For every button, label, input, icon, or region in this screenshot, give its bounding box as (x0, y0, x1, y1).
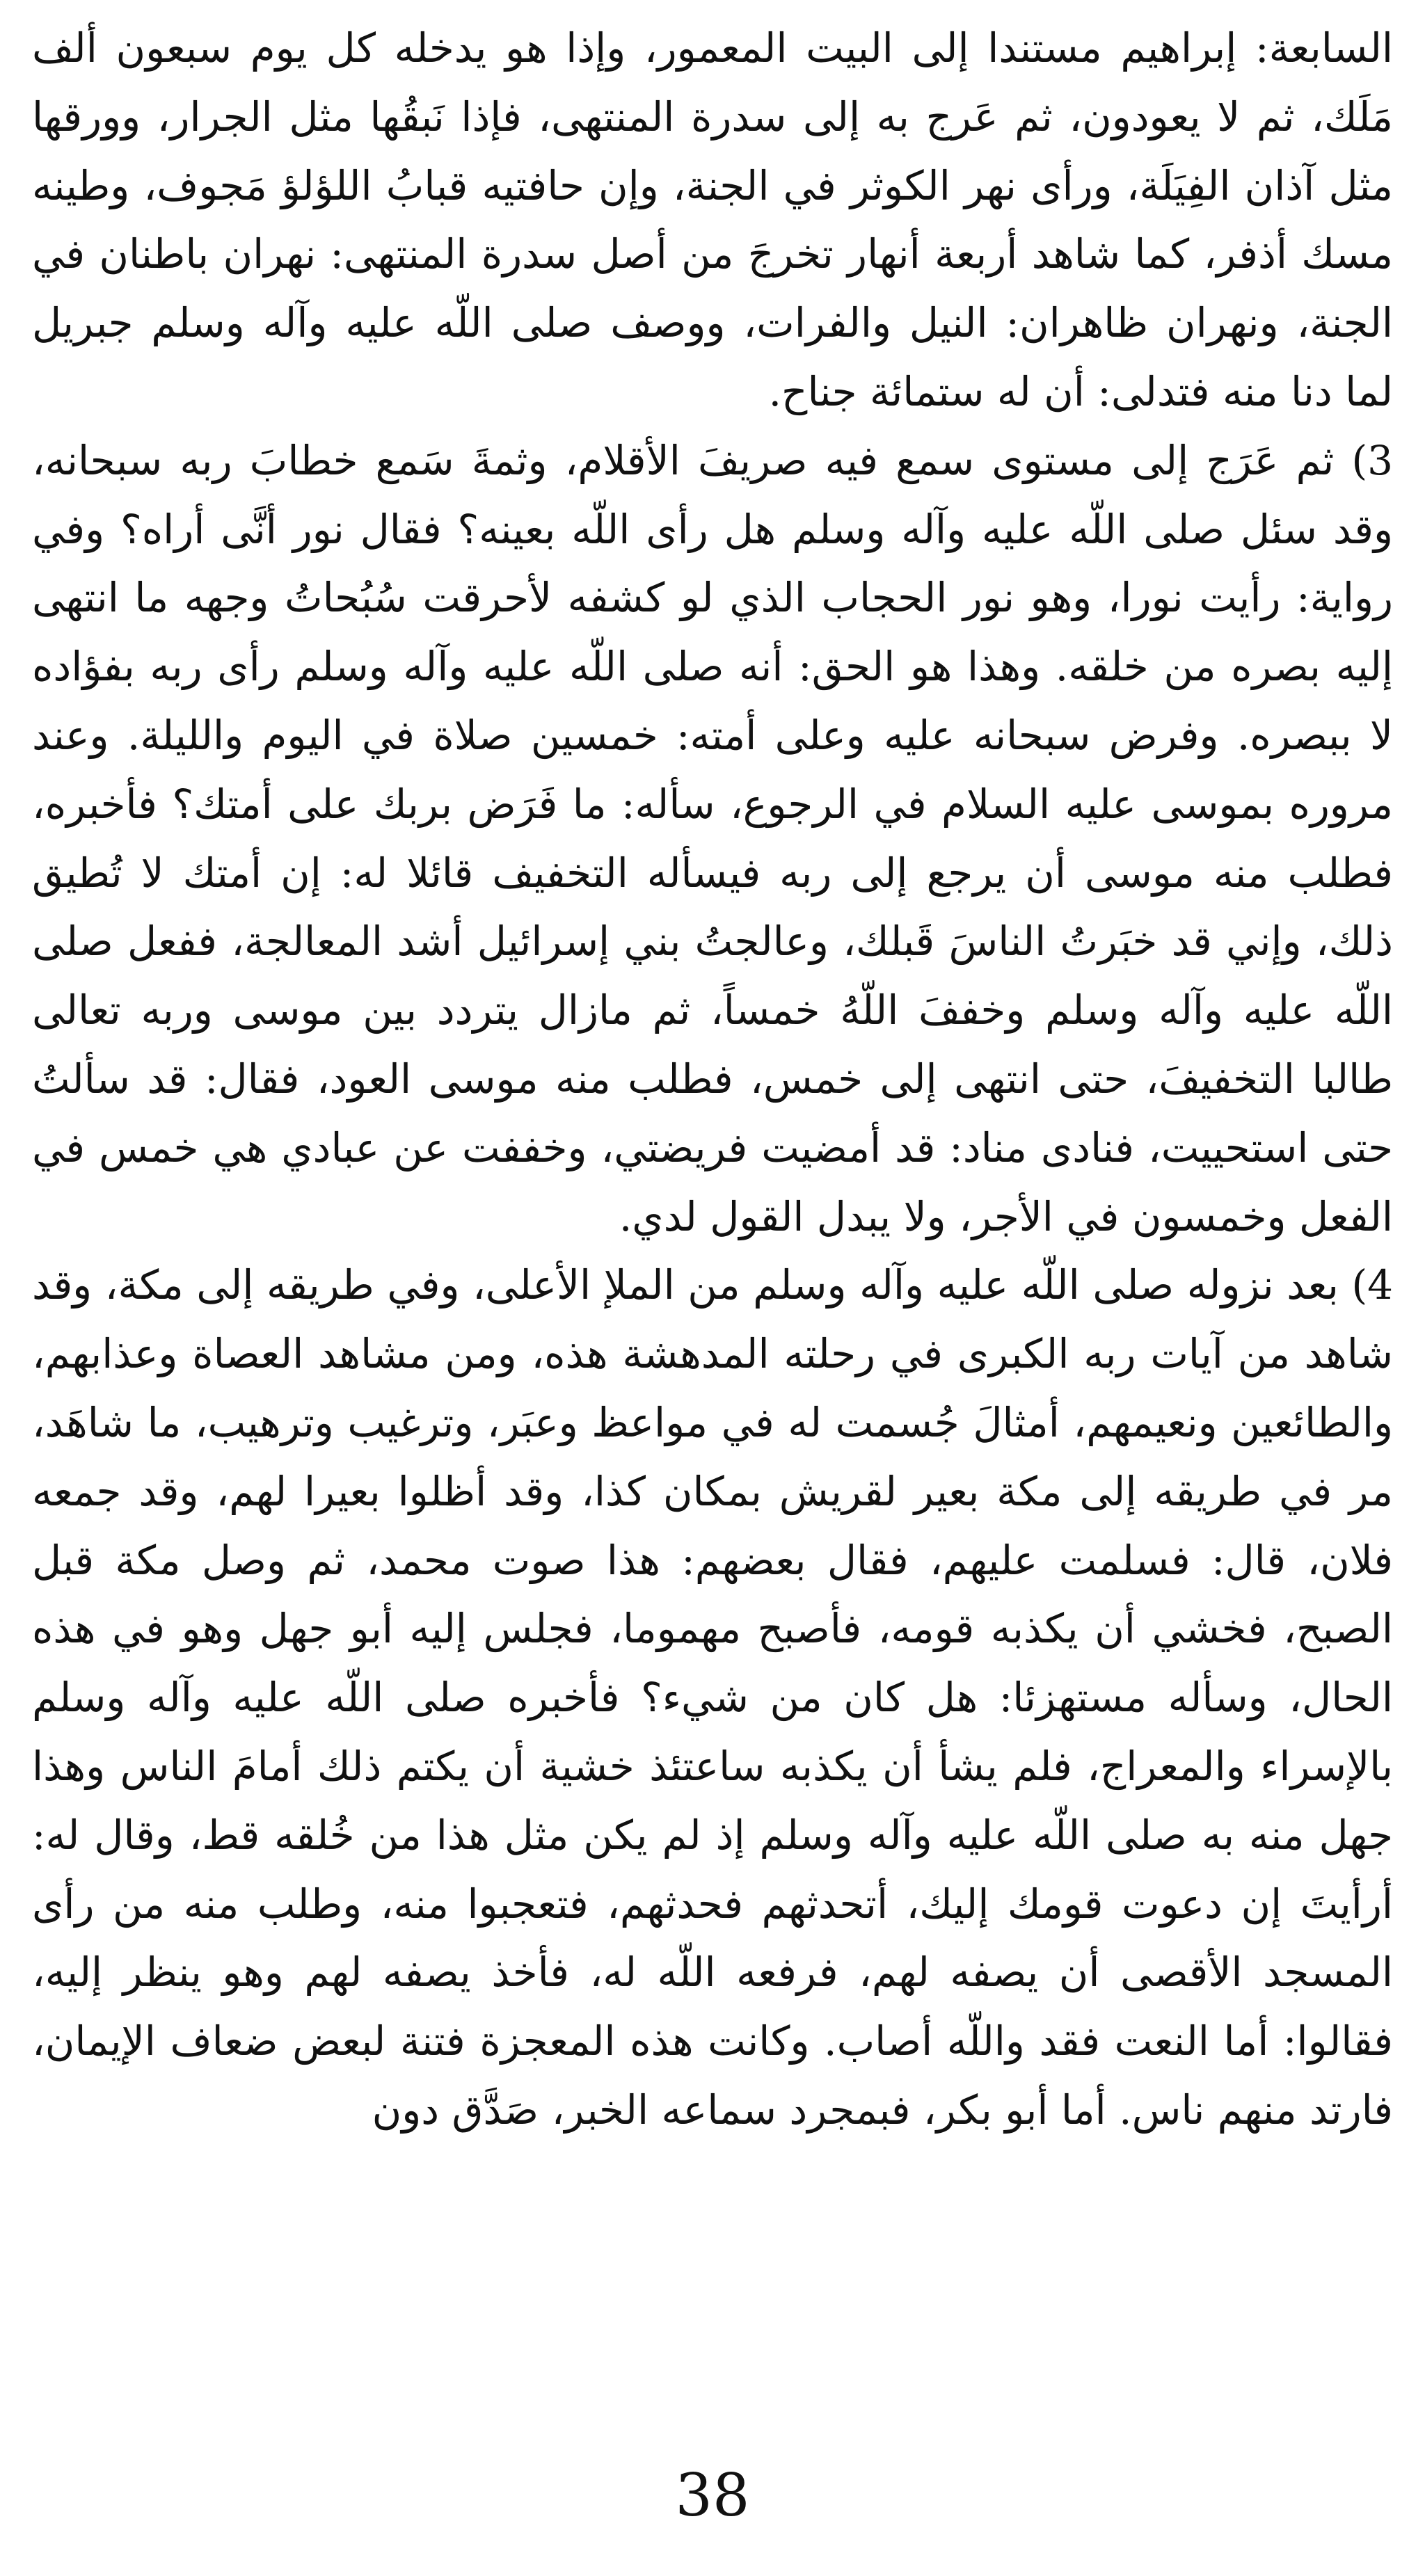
page-number: 38 (675, 2461, 750, 2529)
paragraph-point-4: 4) بعد نزوله صلى اللّه عليه وآله وسلم من الملإ الأعلى، وفي طريقه إلى مكة، وقد شاهد من آيات ربه الكبرى في رحلته المدهشة هذه، ومن مشاهد العصاة وعذابهم، والطائعين ونعيمهم، أمثالَ جُسمت له في مواعظ وعبَر، وترغيب وترهيب، ما شاهَد، مر في طريقه إلى مكة بعير لقريش بمكان كذا، وقد أظلوا بعيرا لهم، وقد جمعه فلان، قال: فسلمت عليهم، فقال بعضهم: هذا صوت محمد، ثم وصل مكة قبل الصبح، فخشي أن يكذبه قومه، فأصبح مهموما، فجلس إليه أبو جهل وهو في هذه الحال، وسأله مستهزئا: هل كان من شيء؟ فأخبره صلى اللّه عليه وآله وسلم بالإسراء والمعراج، فلم يشأ أن يكذبه ساعتئذ خشية أن يكتم ذلك أمامَ الناس وهذا جهل منه به صلى اللّه عليه وآله وسلم إذ لم يكن مثل هذا من خُلقه قط، وقال له: أرأيتَ إن دعوت قومك إليك، أتحدثهم فحدثهم، فتعجبوا منه، وطلب منه من رأى المسجد الأقصى أن يصفه لهم، فرفعه اللّه له، فأخذ يصفه لهم وهو ينظر إليه، فقالوا: أما النعت فقد واللّه أصاب. وكانت هذه المعجزة فتنة لبعض ضعاف الإيمان، فارتد منهم ناس. أما أبو بكر، فبمجرد سماعه الخبر، صَدَّق دون (32, 1261, 1393, 2134)
paragraph-point-3: 3) ثم عَرَج إلى مستوى سمع فيه صريفَ الأقلام، وثمةَ سَمع خطابَ ربه سبحانه، وقد سئل صلى اللّه عليه وآله وسلم هل رأى اللّه بعينه؟ فقال نور أنَّى أراه؟ وفي رواية: رأيت نورا، وهو نور الحجاب الذي لو كشفه لأحرقت سُبُحاتُ وجهه ما انتهى إليه بصره من خلقه. وهذا هو الحق: أنه صلى اللّه عليه وآله وسلم رأى ربه بفؤاده لا ببصره. وفرض سبحانه عليه وعلى أمته: خمسين صلاة في اليوم والليلة. وعند مروره بموسى عليه السلام في الرجوع، سأله: ما فَرَض بربك على أمتك؟ فأخبره، فطلب منه موسى أن يرجع إلى ربه فيسأله التخفيف قائلا له: إن أمتك لا تُطيق ذلك، وإني قد خبَرتُ الناسَ قَبلك، وعالجتُ بني إسرائيل أشد المعالجة، ففعل صلى اللّه عليه وآله وسلم وخففَ اللّهُ خمساً، ثم مازال يتردد بين موسى وربه تعالى طالبا التخفيفَ، حتى انتهى إلى خمس، فطلب منه موسى العود، فقال: قد سألتُ حتى استحييت، فنادى مناد: قد أمضيت فريضتي، وخففت عن عبادي هي خمس في الفعل وخمسون في الأجر، ولا يبدل القول لدي. (32, 436, 1394, 1240)
paragraph-seventh-heaven: السابعة: إبراهيم مستندا إلى البيت المعمور، وإذا هو يدخله كل يوم سبعون ألف مَلَك، ثم لا يعودون، ثم عَرج به إلى سدرة المنتهى، فإذا نَبقُها مثل الجرار، وورقها مثل آذان الفِيَلَة، ورأى نهر الكوثر في الجنة، وإن حافتيه قبابُ اللؤلؤ مَجوف، وطينه مسك أذفر، كما شاهد أربعة أنهار تخرجَ من أصل سدرة المنتهى: نهران باطنان في الجنة، ونهران ظاهران: النيل والفرات، ووصف صلى اللّه عليه وآله وسلم جبريل لما دنا منه فتدلى: أن له ستمائة جناح. (32, 24, 1393, 415)
body-text (32, 14, 1393, 2145)
